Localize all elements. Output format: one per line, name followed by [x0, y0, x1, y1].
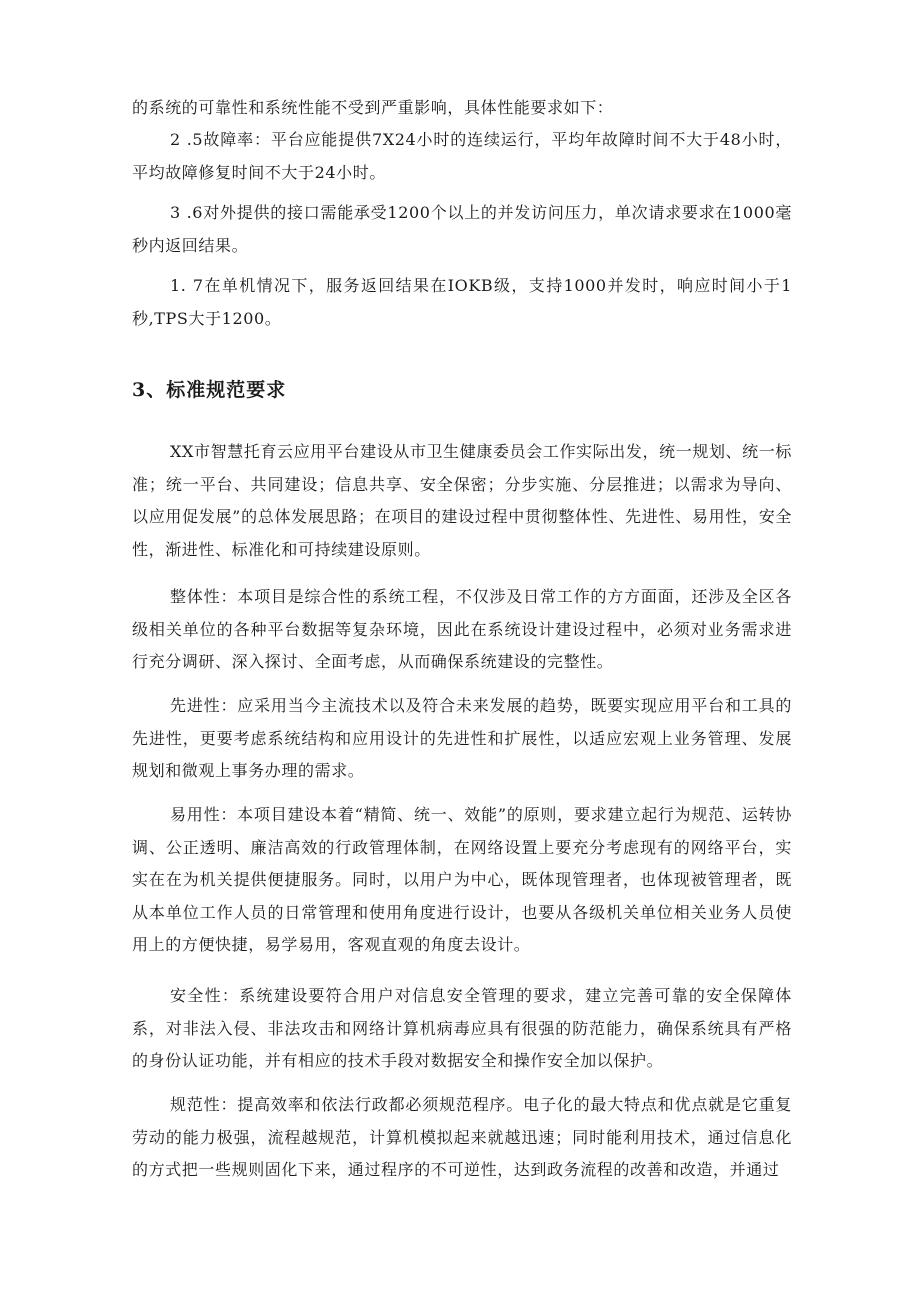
- paragraph-usability: 易用性：本项目建设本着“精简、统一、效能”的原则，要求建立起行为规范、运转协调、公正透明、廉洁高效的行政管理体制，在网络设置上要充分考虑现有的网络平台，实实在在为机关提供便捷服务。同时，以用户为中心，既体现管理者，也体现被管理者，既从本单位工作人员的日常管理和使用角度进行设计，也要从各级机关单位相关业务人员使用上的方便快捷，易学易用，客观直观的角度去设计。: [132, 805, 792, 954]
- paragraph-fault-rate: 2 .5故障率：平台应能提供7X24小时的连续运行，平均年故障时间不大于48小时，平均故障修复时间不大于24小时。: [132, 130, 792, 182]
- paragraph-intro: XX市智慧托育云应用平台建设从市卫生健康委员会工作实际出发，统一规划、统一标准；统一平台、共同建设；信息共享、安全保密；分步实施、分层推进；以需求为导向、以应用促发展”的总体发展思路；在项目的建设过程中贯彻整体性、先进性、易用性，安全性，渐进性、标准化和可持续建设原则。: [132, 442, 792, 559]
- paragraph-standalone: 1. 7在单机情况下，服务返回结果在IOKB级，支持1000并发时，响应时间小于1秒,TPS大于1200。: [132, 276, 792, 328]
- section-heading: [132, 374, 286, 406]
- paragraph-interface: 3 .6对外提供的接口需能承受1200个以上的并发访问压力，单次请求要求在1000毫秒内返回结果。: [132, 203, 792, 255]
- paragraph-continued: 的系统的可靠性和系统性能不受到严重影响，具体性能要求如下：: [132, 98, 614, 117]
- paragraph-advanced: 先进性：应采用当今主流技术以及符合未来发展的趋势，既要实现应用平台和工具的先进性，更要考虑系统结构和应用设计的先进性和扩展性，以适应宏观上业务管理、发展规划和微观上事务办理的需求。: [132, 696, 792, 780]
- section-title: 、标准规范要求: [146, 379, 287, 401]
- paragraph-security: 安全性：系统建设要符合用户对信息安全管理的要求，建立完善可靠的安全保障体系，对非法入侵、非法攻击和网络计算机病毒应具有很强的防范能力，确保系统具有严格的身份认证功能，并有相应的技术手段对数据安全和操作安全加以保护。: [132, 986, 792, 1070]
- section-number: 3: [132, 379, 147, 401]
- paragraph-integrity: 整体性：本项目是综合性的系统工程，不仅涉及日常工作的方方面面，还涉及全区各级相关单位的各种平台数据等复杂环境，因此在系统设计建设过程中，必须对业务需求进行充分调研、深入探讨、全面考虑，从而确保系统建设的完整性。: [132, 587, 792, 671]
- paragraph-standard: 规范性：提高效率和依法行政都必须规范程序。电子化的最大特点和优点就是它重复劳动的能力极强，流程越规范，计算机模拟起来就越迅速；同时能利用技术，通过信息化的方式把一些规则固化下来，通过程序的不可逆性，达到政务流程的改善和改造，并通过: [132, 1095, 792, 1179]
